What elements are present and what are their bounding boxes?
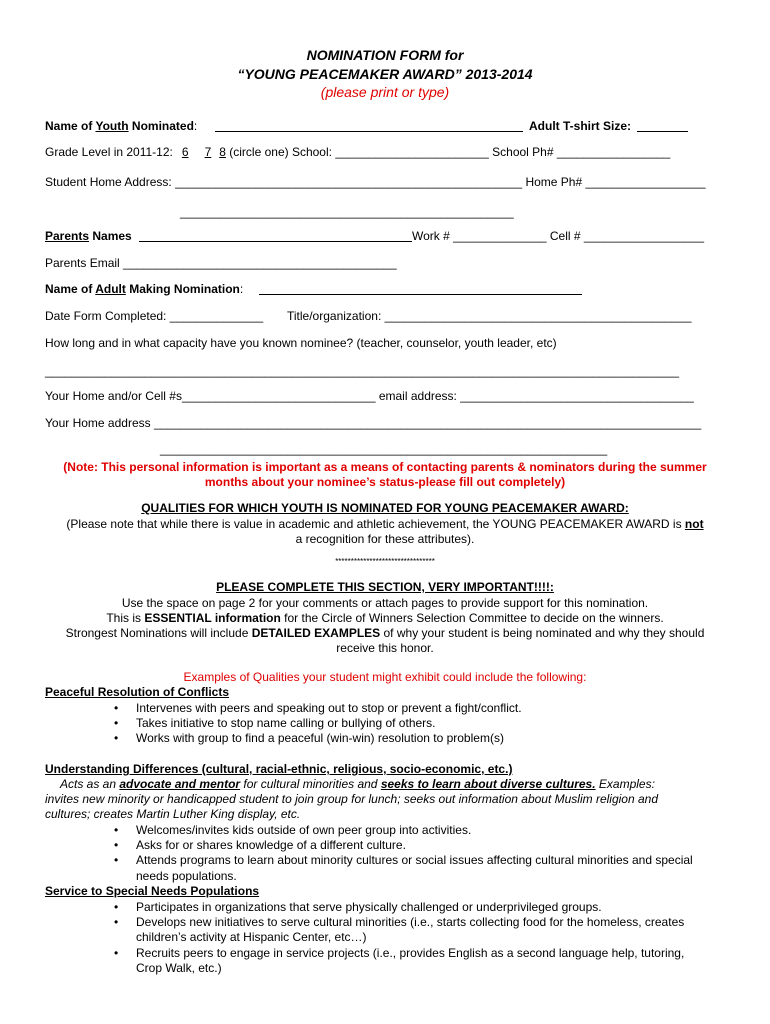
parents-row: Parents Names	[45, 229, 132, 243]
adult-name-label: Name of Adult Making Nomination:	[45, 282, 244, 296]
qualities-note-line2: a recognition for these attributes).	[295, 532, 475, 546]
grade-option-6[interactable]: 6	[181, 145, 189, 159]
list-item: • Attends programs to learn about minority cultures or social issues affecting cultural minorities and special	[114, 853, 693, 868]
form-title: NOMINATION FORM for	[306, 47, 464, 63]
youth-name-label: Name of Youth Nominated:	[45, 119, 198, 133]
form-subtitle: (please print or type)	[320, 84, 450, 100]
tshirt-size-field[interactable]	[637, 131, 688, 132]
differences-para-line2: invites new minority or handicapped student to join group for lunch; seeks out information about Muslim religion and	[45, 792, 659, 806]
differences-heading: Understanding Differences (cultural, racial-ethnic, religious, socio-economic, etc.)	[45, 762, 513, 776]
peaceful-list	[114, 701, 522, 747]
parents-names-field[interactable]	[139, 241, 412, 242]
note-line1: (Note: This personal information is important as a means of contacting parents & nominators during the summer	[63, 460, 707, 474]
list-item: • Intervenes with peers and speaking out to stop or prevent a fight/conflict.	[114, 701, 522, 715]
tshirt-label: Adult T-shirt Size:	[529, 119, 631, 133]
note-line2: months about your nominee’s status-please fill out completely)	[204, 475, 566, 489]
home-address-row[interactable]: Your Home address __________________________________________________________________________________	[45, 416, 702, 430]
grade-option-7[interactable]: 7	[204, 145, 212, 159]
title-org-row[interactable]: Title/organization: ______________________________________________	[287, 309, 692, 323]
examples-intro: Examples of Qualities your student might exhibit could include the following:	[183, 670, 587, 684]
student-address-line2[interactable]: __________________________________________________	[180, 205, 514, 219]
important-line4: receive this honor.	[336, 641, 434, 655]
list-item: • Takes initiative to stop name calling or bullying of others.	[114, 716, 436, 731]
list-item-continued: children’s activity at Hispanic Center, etc…)	[136, 930, 367, 945]
form-title-award: “YOUNG PEACEMAKER AWARD” 2013-2014	[237, 66, 533, 82]
youth-name-field[interactable]	[215, 131, 523, 132]
differences-para-line1: Acts as an advocate and mentor for cultural minorities and seeks to learn about diverse cultures. Examples:	[60, 777, 655, 791]
list-item: • Welcomes/invites kids outside of own peer group into activities.	[114, 823, 472, 837]
important-line3: Strongest Nominations will include DETAILED EXAMPLES of why your student is being nominated and why they should	[65, 626, 705, 640]
list-item: • Participates in organizations that serve physically challenged or underprivileged groups.	[114, 900, 602, 914]
parents-email-row[interactable]: Parents Email _________________________________________	[45, 256, 397, 270]
how-long-question: How long and in what capacity have you known nominee? (teacher, counselor, youth leader, etc)	[45, 336, 557, 350]
list-item-continued: Crop Walk, etc.)	[136, 960, 222, 975]
list-item: • Asks for or shares knowledge of a different culture.	[114, 838, 406, 853]
stars-divider: ********************************	[335, 557, 435, 566]
qualities-heading: QUALITIES FOR WHICH YOUTH IS NOMINATED FOR YOUNG PEACEMAKER AWARD:	[141, 501, 629, 515]
peaceful-heading: Peaceful Resolution of Conflicts	[45, 685, 230, 699]
date-completed-row[interactable]: Date Form Completed: ______________	[45, 309, 264, 323]
grade-option-8[interactable]: 8	[219, 145, 226, 159]
list-item-continued: needs populations.	[136, 868, 237, 883]
list-item: • Works with group to find a peaceful (win-win) resolution to problem(s)	[114, 731, 504, 746]
parents-phone-row[interactable]: Work # ______________ Cell # __________________	[412, 229, 705, 243]
qualities-note-line1: (Please note that while there is value in academic and athletic achievement, the YOUNG PEACEMAKER AWARD is not	[66, 517, 704, 531]
adult-name-field[interactable]	[259, 294, 582, 295]
differences-list	[114, 823, 693, 884]
important-heading: PLEASE COMPLETE THIS SECTION, VERY IMPORTANT!!!!:	[216, 580, 554, 594]
how-long-answer-line[interactable]: _______________________________________________________________________________________________	[45, 364, 680, 378]
important-line1: Use the space on page 2 for your comments or attach pages to provide support for this nomination.	[121, 596, 649, 610]
student-address-row[interactable]: Student Home Address: ____________________________________________________ Home Ph# __________________	[45, 175, 706, 189]
service-heading: Service to Special Needs Populations	[45, 884, 260, 898]
differences-para-line3: cultures; creates Martin Luther King display, etc.	[45, 807, 301, 821]
home-cell-row[interactable]: Your Home and/or Cell #s_____________________________ email address: ___________________________________	[45, 389, 694, 403]
grade-level-row: Grade Level in 2011-12: 6 7 8 (circle one) School: _______________________ School Ph# _________________	[45, 145, 671, 159]
home-address-line2[interactable]: ___________________________________________________________________	[160, 442, 608, 456]
list-item: • Recruits peers to engage in service projects (i.e., provides English as a second language help, tutoring,	[114, 945, 685, 960]
list-item: • Develops new initiatives to serve cultural minorities (i.e., starts collecting food for the homeless, creates	[114, 915, 685, 930]
important-line2: This is ESSENTIAL information for the Circle of Winners Selection Committee to decide on the winners.	[106, 611, 664, 625]
service-list	[114, 900, 685, 976]
